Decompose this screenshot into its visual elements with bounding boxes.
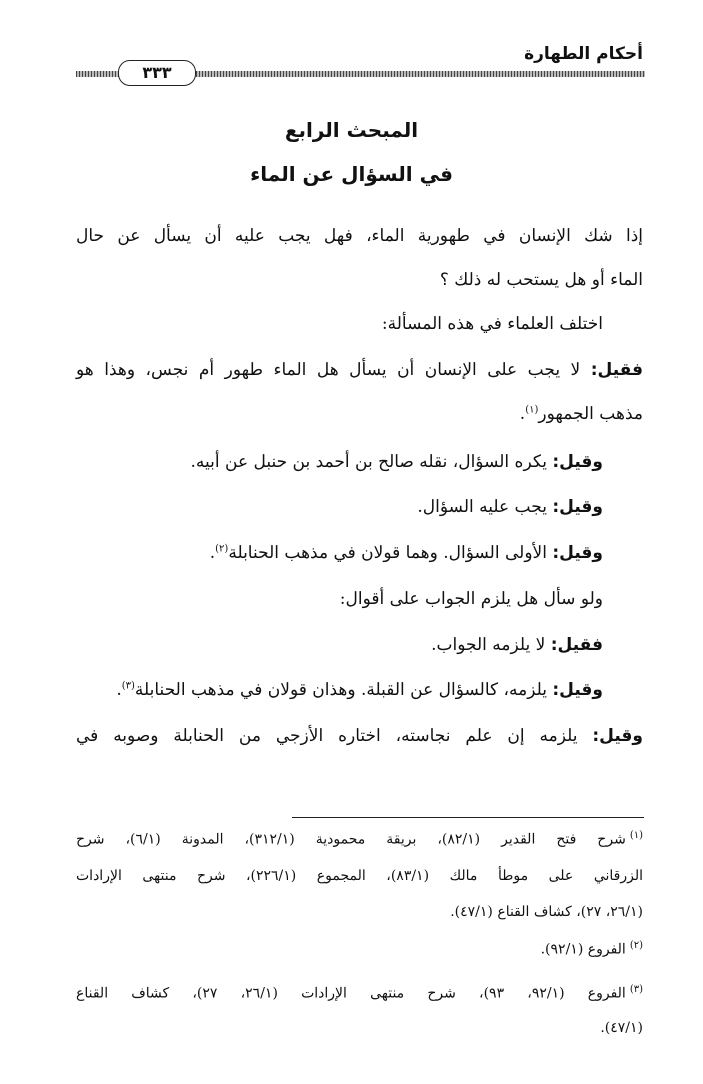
footnote-3-line-1 [76, 984, 643, 1002]
footnote-3-number: (٣) [629, 984, 644, 995]
answer-1-text: لا يلزمه الجواب. [431, 635, 551, 655]
answer-2-lead: وقيل: [552, 680, 603, 700]
footnote-2 [541, 940, 643, 958]
opinion-3-text: يجب عليه السؤال. [417, 497, 553, 517]
footnote-ref-1: (١) [525, 404, 539, 416]
opinion-4 [210, 543, 603, 563]
page-number: ٣٣٣ [118, 60, 196, 86]
opinion-1-line-2 [520, 404, 643, 424]
footnote-3-text-1: الفروع (٩٢/١، ٩٣)، شرح منتهى الإرادات (٢٦/١، ٢٧)، كشاف القناع [76, 985, 626, 1002]
opinion-2 [191, 452, 603, 472]
paragraph-1-line-2: الماء أو هل يستحب له ذلك ؟ [439, 270, 643, 290]
opinion-3-lead: وقيل: [552, 497, 603, 517]
answer-3-lead: وقيل: [592, 726, 643, 746]
answer-1-lead: فقيل: [550, 635, 603, 655]
opinion-2-text: يكره السؤال، نقله صالح بن أحمد بن حنبل عن أبيه. [190, 452, 553, 472]
running-title: أحكام الطهارة [524, 44, 643, 64]
opinion-1-end: . [519, 404, 526, 424]
paragraph-1-line-1: إذا شك الإنسان في طهورية الماء، فهل يجب عليه أن يسأل عن حال [76, 226, 643, 246]
answer-2-end: . [116, 680, 122, 700]
paragraph-2: اختلف العلماء في هذه المسألة: [381, 314, 603, 334]
opinion-4-end: . [209, 543, 216, 563]
opinion-4-text: الأولى السؤال. وهما قولان في مذهب الحنابلة [228, 543, 553, 563]
footnote-ref-2: (٢) [215, 543, 229, 555]
opinion-2-lead: وقيل: [552, 452, 603, 472]
opinion-4-lead: وقيل: [552, 543, 603, 563]
footnote-1-line-2: الزرقاني على موطأ مالك (٨٣/١)، المجموع (٢٢٦/١)، شرح منتهى الإرادات [76, 868, 643, 884]
answer-3-text: يلزمه إن علم نجاسته، اختاره الأزجي من الحنابلة وصوبه في [76, 726, 593, 746]
answer-2 [116, 680, 603, 700]
opinion-1-text: لا يجب على الإنسان أن يسأل هل الماء طهور أم نجس، وهذا هو [76, 360, 591, 380]
opinion-1-line-1 [76, 360, 643, 380]
footnote-ref-3: (٣) [121, 680, 135, 692]
opinion-3 [417, 497, 603, 517]
opinion-1-lead: فقيل: [590, 360, 643, 380]
footnote-1-text-1: شرح فتح القدير (٨٢/١)، بريقة محمودية (٣١٢/١)، المدونة (٦/١)، شرح [76, 831, 626, 848]
section-title: المبحث الرابع [284, 118, 419, 142]
footnote-rule [292, 817, 644, 818]
section-subtitle: في السؤال عن الماء [250, 162, 453, 186]
answer-2-text: يلزمه، كالسؤال عن القبلة. وهذان قولان في مذهب الحنابلة [134, 680, 553, 700]
footnote-1-line-3: (٢٦/١، ٢٧)، كشاف القناع (٤٧/١). [450, 904, 643, 920]
paragraph-3: ولو سأل هل يلزم الجواب على أقوال: [339, 589, 603, 609]
answer-1 [431, 635, 603, 655]
footnote-2-number: (٢) [629, 940, 643, 951]
footnote-2-text: الفروع (٩٢/١). [540, 941, 626, 958]
footnote-1-number: (١) [629, 830, 643, 841]
footnote-1-line-1 [76, 830, 643, 848]
answer-3 [76, 726, 643, 746]
footnote-3-line-2: (٤٧/١). [600, 1020, 643, 1036]
opinion-1-text-2: مذهب الجمهور [538, 404, 643, 424]
